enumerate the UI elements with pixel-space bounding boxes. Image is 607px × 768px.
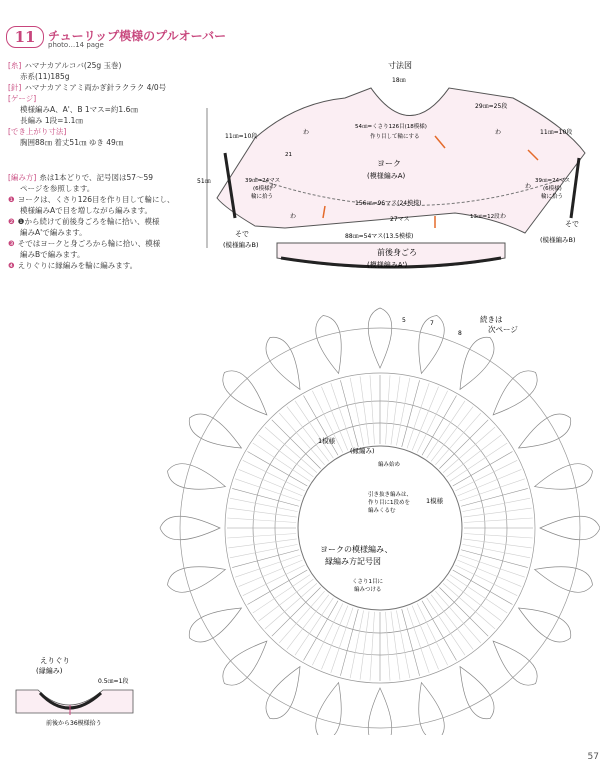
materials-line bbox=[8, 115, 83, 126]
sleeve-right-label: そで bbox=[565, 220, 579, 228]
sleeve-left-pattern: (模様編みB) bbox=[223, 241, 259, 249]
neckband-pattern: (縁編み) bbox=[36, 667, 63, 675]
method-text: そではヨークと身ごろから輪に拾い、模様 bbox=[17, 239, 161, 248]
method-text: えりぐりに縁編みを輪に編みます。 bbox=[17, 261, 138, 270]
method-text: 模様編みAで目を増しながら編みます。 bbox=[20, 206, 153, 215]
wa-label: わ bbox=[290, 213, 297, 220]
slip-note-1: 引き抜き編みは、 bbox=[368, 492, 413, 498]
chart-petal bbox=[519, 414, 571, 448]
method-line bbox=[8, 227, 87, 238]
chart-petal bbox=[316, 683, 342, 735]
materials-text: 長編み 1段=1.1㎝ bbox=[20, 116, 83, 125]
materials-line bbox=[8, 93, 39, 104]
chart-neck-circle bbox=[298, 446, 462, 610]
chart-stitch-line bbox=[272, 420, 321, 469]
sleeve-left-width-2: (6模様) bbox=[253, 186, 272, 192]
method-text: ヨークは、くさり126目を作り目して輪にし、 bbox=[17, 195, 175, 204]
row-number-5: 5 bbox=[402, 317, 406, 324]
chart-petal bbox=[519, 608, 571, 642]
sleeve-right-width-3: 輪に拾う bbox=[541, 194, 564, 200]
chart-stitch-line bbox=[417, 391, 448, 453]
wa-label: わ bbox=[303, 129, 310, 136]
sleeve-right-width: 39㎝=24マス bbox=[535, 178, 571, 184]
materials-line bbox=[8, 82, 166, 93]
yoke-stitch-chart bbox=[140, 300, 600, 735]
method-line bbox=[8, 216, 159, 227]
materials-line bbox=[8, 104, 138, 115]
yoke-right-measure: 29㎝=25段 bbox=[475, 103, 508, 110]
chart-stitch-line bbox=[253, 575, 310, 613]
edge-label: (縁編み) bbox=[350, 447, 375, 455]
neckband-title: えりぐり bbox=[40, 656, 70, 665]
wa-label: わ bbox=[270, 183, 277, 190]
method-line bbox=[8, 194, 175, 205]
chart-stitch-line bbox=[455, 565, 517, 596]
page-number: 57 bbox=[587, 752, 599, 762]
chart-petal bbox=[316, 315, 342, 373]
chain-note-1: くさり1目に bbox=[352, 579, 383, 585]
slip-note-3: 編みくるむ bbox=[368, 508, 396, 514]
side-right-measure: 13㎝=12段 bbox=[470, 214, 500, 220]
chart-petal bbox=[266, 667, 300, 719]
body-pattern: (模様編みA') bbox=[367, 261, 408, 269]
materials-text: ハマナカアミアミ両かぎ針ラクラク 4/0号 bbox=[24, 83, 167, 92]
chart-stitch-line bbox=[295, 598, 333, 655]
chart-stitch-line bbox=[439, 420, 488, 469]
sleeve-left-width-3: 輪に拾う bbox=[251, 194, 274, 200]
chart-stitch-line bbox=[312, 603, 343, 665]
method-text: 糸は1本どりで、記号図は57～59 bbox=[39, 173, 154, 182]
chart-petal bbox=[189, 608, 241, 642]
chart-stitch-line bbox=[412, 606, 438, 670]
chart-petal bbox=[189, 414, 241, 448]
chart-stitch-line bbox=[385, 612, 390, 681]
chart-caption-1: ヨークの模様編み、 bbox=[320, 545, 393, 554]
chart-petal bbox=[535, 464, 593, 490]
continue-label: 続きは bbox=[480, 315, 503, 324]
chart-stitch-line bbox=[370, 375, 375, 444]
chart-petal bbox=[493, 371, 537, 415]
neck-note-1: 54㎝=くさり126目(18模様) bbox=[355, 124, 427, 130]
chart-stitch-line bbox=[427, 401, 465, 458]
neckband-shape bbox=[16, 690, 133, 713]
chart-stitch-line bbox=[464, 518, 533, 523]
sleeve-right-top: 11㎝=10段 bbox=[540, 129, 573, 136]
materials-line bbox=[8, 71, 69, 82]
start-label: 編み始め bbox=[378, 462, 401, 468]
sleeve-right-pattern: (模様編みB) bbox=[540, 236, 576, 244]
body-width: 88㎝=54マス(13.5模様) bbox=[345, 233, 414, 240]
materials-text: 胸囲88㎝ 着丈51㎝ ゆき 49㎝ bbox=[20, 138, 124, 147]
one-pattern-label-right: 1模様 bbox=[426, 497, 444, 505]
height-measure: 51㎝ bbox=[197, 178, 211, 185]
chart-petal bbox=[167, 567, 225, 593]
photo-reference: photo…14 page bbox=[48, 41, 104, 49]
chart-petal bbox=[368, 308, 392, 368]
neckband-pickup: 前後から36模様拾う bbox=[46, 720, 102, 727]
chart-petal bbox=[223, 371, 267, 415]
materials-line bbox=[8, 137, 123, 148]
row-number-7: 7 bbox=[430, 320, 434, 327]
chart-stitch-line bbox=[253, 443, 310, 481]
chart-stitch-line bbox=[439, 587, 488, 636]
chart-stitch-line bbox=[272, 587, 321, 636]
neckband-diagram bbox=[8, 655, 148, 735]
neckband-rows: 0.5㎝=1段 bbox=[98, 678, 129, 685]
yoke-label: ヨーク bbox=[377, 159, 401, 168]
chart-stitch-line bbox=[239, 560, 303, 586]
materials-label: [ゲージ] bbox=[8, 94, 37, 103]
yoke-pattern: (模様編みA) bbox=[367, 172, 406, 180]
method-label: ❸ bbox=[8, 239, 15, 248]
chart-petal bbox=[266, 337, 300, 389]
chart-stitch-line bbox=[227, 518, 296, 523]
sleeve-left-label: そで bbox=[235, 230, 249, 238]
materials-label: [でき上がり寸法] bbox=[8, 127, 67, 136]
chart-petal bbox=[223, 641, 267, 685]
side-21: 21 bbox=[285, 152, 292, 158]
chart-stitch-line bbox=[458, 560, 522, 586]
wa-label: わ bbox=[525, 183, 532, 190]
chart-stitch-line bbox=[450, 443, 507, 481]
sleeve-left-width: 39㎝=24マス bbox=[245, 178, 281, 184]
method-label: [編み方] bbox=[8, 173, 37, 182]
schematic-title: 寸法図 bbox=[388, 61, 412, 70]
materials-line bbox=[8, 60, 121, 71]
chart-petal bbox=[419, 683, 445, 735]
method-label: ❷ bbox=[8, 217, 15, 226]
row-number-8: 8 bbox=[458, 330, 462, 337]
chart-stitch-line bbox=[243, 565, 305, 596]
chart-petal bbox=[493, 641, 537, 685]
materials-text: 模様編みA、A'、B 1マス=約1.6㎝ bbox=[20, 105, 138, 114]
sleeve-right-width-2: (6模様) bbox=[543, 186, 562, 192]
top-width: 18㎝ bbox=[392, 77, 406, 84]
chart-petal bbox=[160, 516, 220, 540]
method-line bbox=[8, 260, 137, 271]
body-label: 前後身ごろ bbox=[377, 248, 417, 257]
method-text: ページを参照します。 bbox=[20, 184, 95, 193]
method-text: ❶から続けて前後身ごろを輪に拾い、模様 bbox=[17, 217, 160, 226]
continue-label-2: 次ページ bbox=[488, 325, 518, 334]
neck-note-2: 作り目して輪にする bbox=[370, 134, 420, 140]
chart-stitch-line bbox=[450, 575, 507, 613]
chart-caption-2: 縁編み方記号図 bbox=[325, 557, 381, 566]
chart-stitch-line bbox=[427, 598, 465, 655]
method-line bbox=[8, 238, 160, 249]
one-pattern-label: 1模様 bbox=[318, 437, 336, 445]
chart-stitch-line bbox=[385, 375, 390, 444]
chart-stitch-line bbox=[417, 603, 448, 665]
method-line bbox=[8, 249, 85, 260]
chart-petal bbox=[535, 567, 593, 593]
chart-stitch-line bbox=[227, 533, 296, 538]
chain-note-2: 編みつける bbox=[354, 587, 382, 593]
method-label: ❶ bbox=[8, 195, 15, 204]
chart-stitch-line bbox=[239, 469, 303, 495]
chart-petal bbox=[460, 667, 494, 719]
materials-text: 赤系(11)185g bbox=[20, 72, 70, 81]
method-line bbox=[8, 172, 153, 183]
materials-label: [糸] bbox=[8, 61, 22, 70]
method-label: ❹ bbox=[8, 261, 15, 270]
materials-label: [針] bbox=[8, 83, 22, 92]
yoke-stitches: 156㎝=96マス(24模様) bbox=[355, 200, 422, 207]
method-line bbox=[8, 205, 152, 216]
method-text: 編みBで編みます。 bbox=[20, 250, 85, 259]
chart-stitch-line bbox=[295, 401, 333, 458]
wa-label: わ bbox=[495, 129, 502, 136]
chart-stitch-line bbox=[464, 533, 533, 538]
materials-line bbox=[8, 126, 69, 137]
wa-label: わ bbox=[500, 213, 507, 220]
chart-petal bbox=[540, 516, 600, 540]
page-title: チューリップ模様のプルオーバー bbox=[48, 29, 227, 43]
chart-stitch-line bbox=[412, 387, 438, 451]
materials-text: ハマナカアルコバ(25g 玉巻) bbox=[24, 61, 122, 70]
chart-petal bbox=[460, 337, 494, 389]
chart-stitch-line bbox=[458, 469, 522, 495]
chart-petal bbox=[167, 464, 225, 490]
chart-stitch-line bbox=[243, 460, 305, 491]
chart-stitch-line bbox=[321, 606, 347, 670]
sleeve-left-top: 11㎝=10段 bbox=[225, 133, 258, 140]
slip-note-2: 作り目に1段めを bbox=[368, 500, 410, 506]
pattern-number-badge: 11 bbox=[6, 26, 44, 48]
method-line bbox=[8, 183, 94, 194]
method-text: 編みA'で編みます。 bbox=[20, 228, 87, 237]
chart-stitch-line bbox=[455, 460, 517, 491]
chart-stitch-line bbox=[370, 612, 375, 681]
rows-27: 27マス bbox=[390, 216, 410, 223]
size-schematic bbox=[195, 58, 607, 288]
